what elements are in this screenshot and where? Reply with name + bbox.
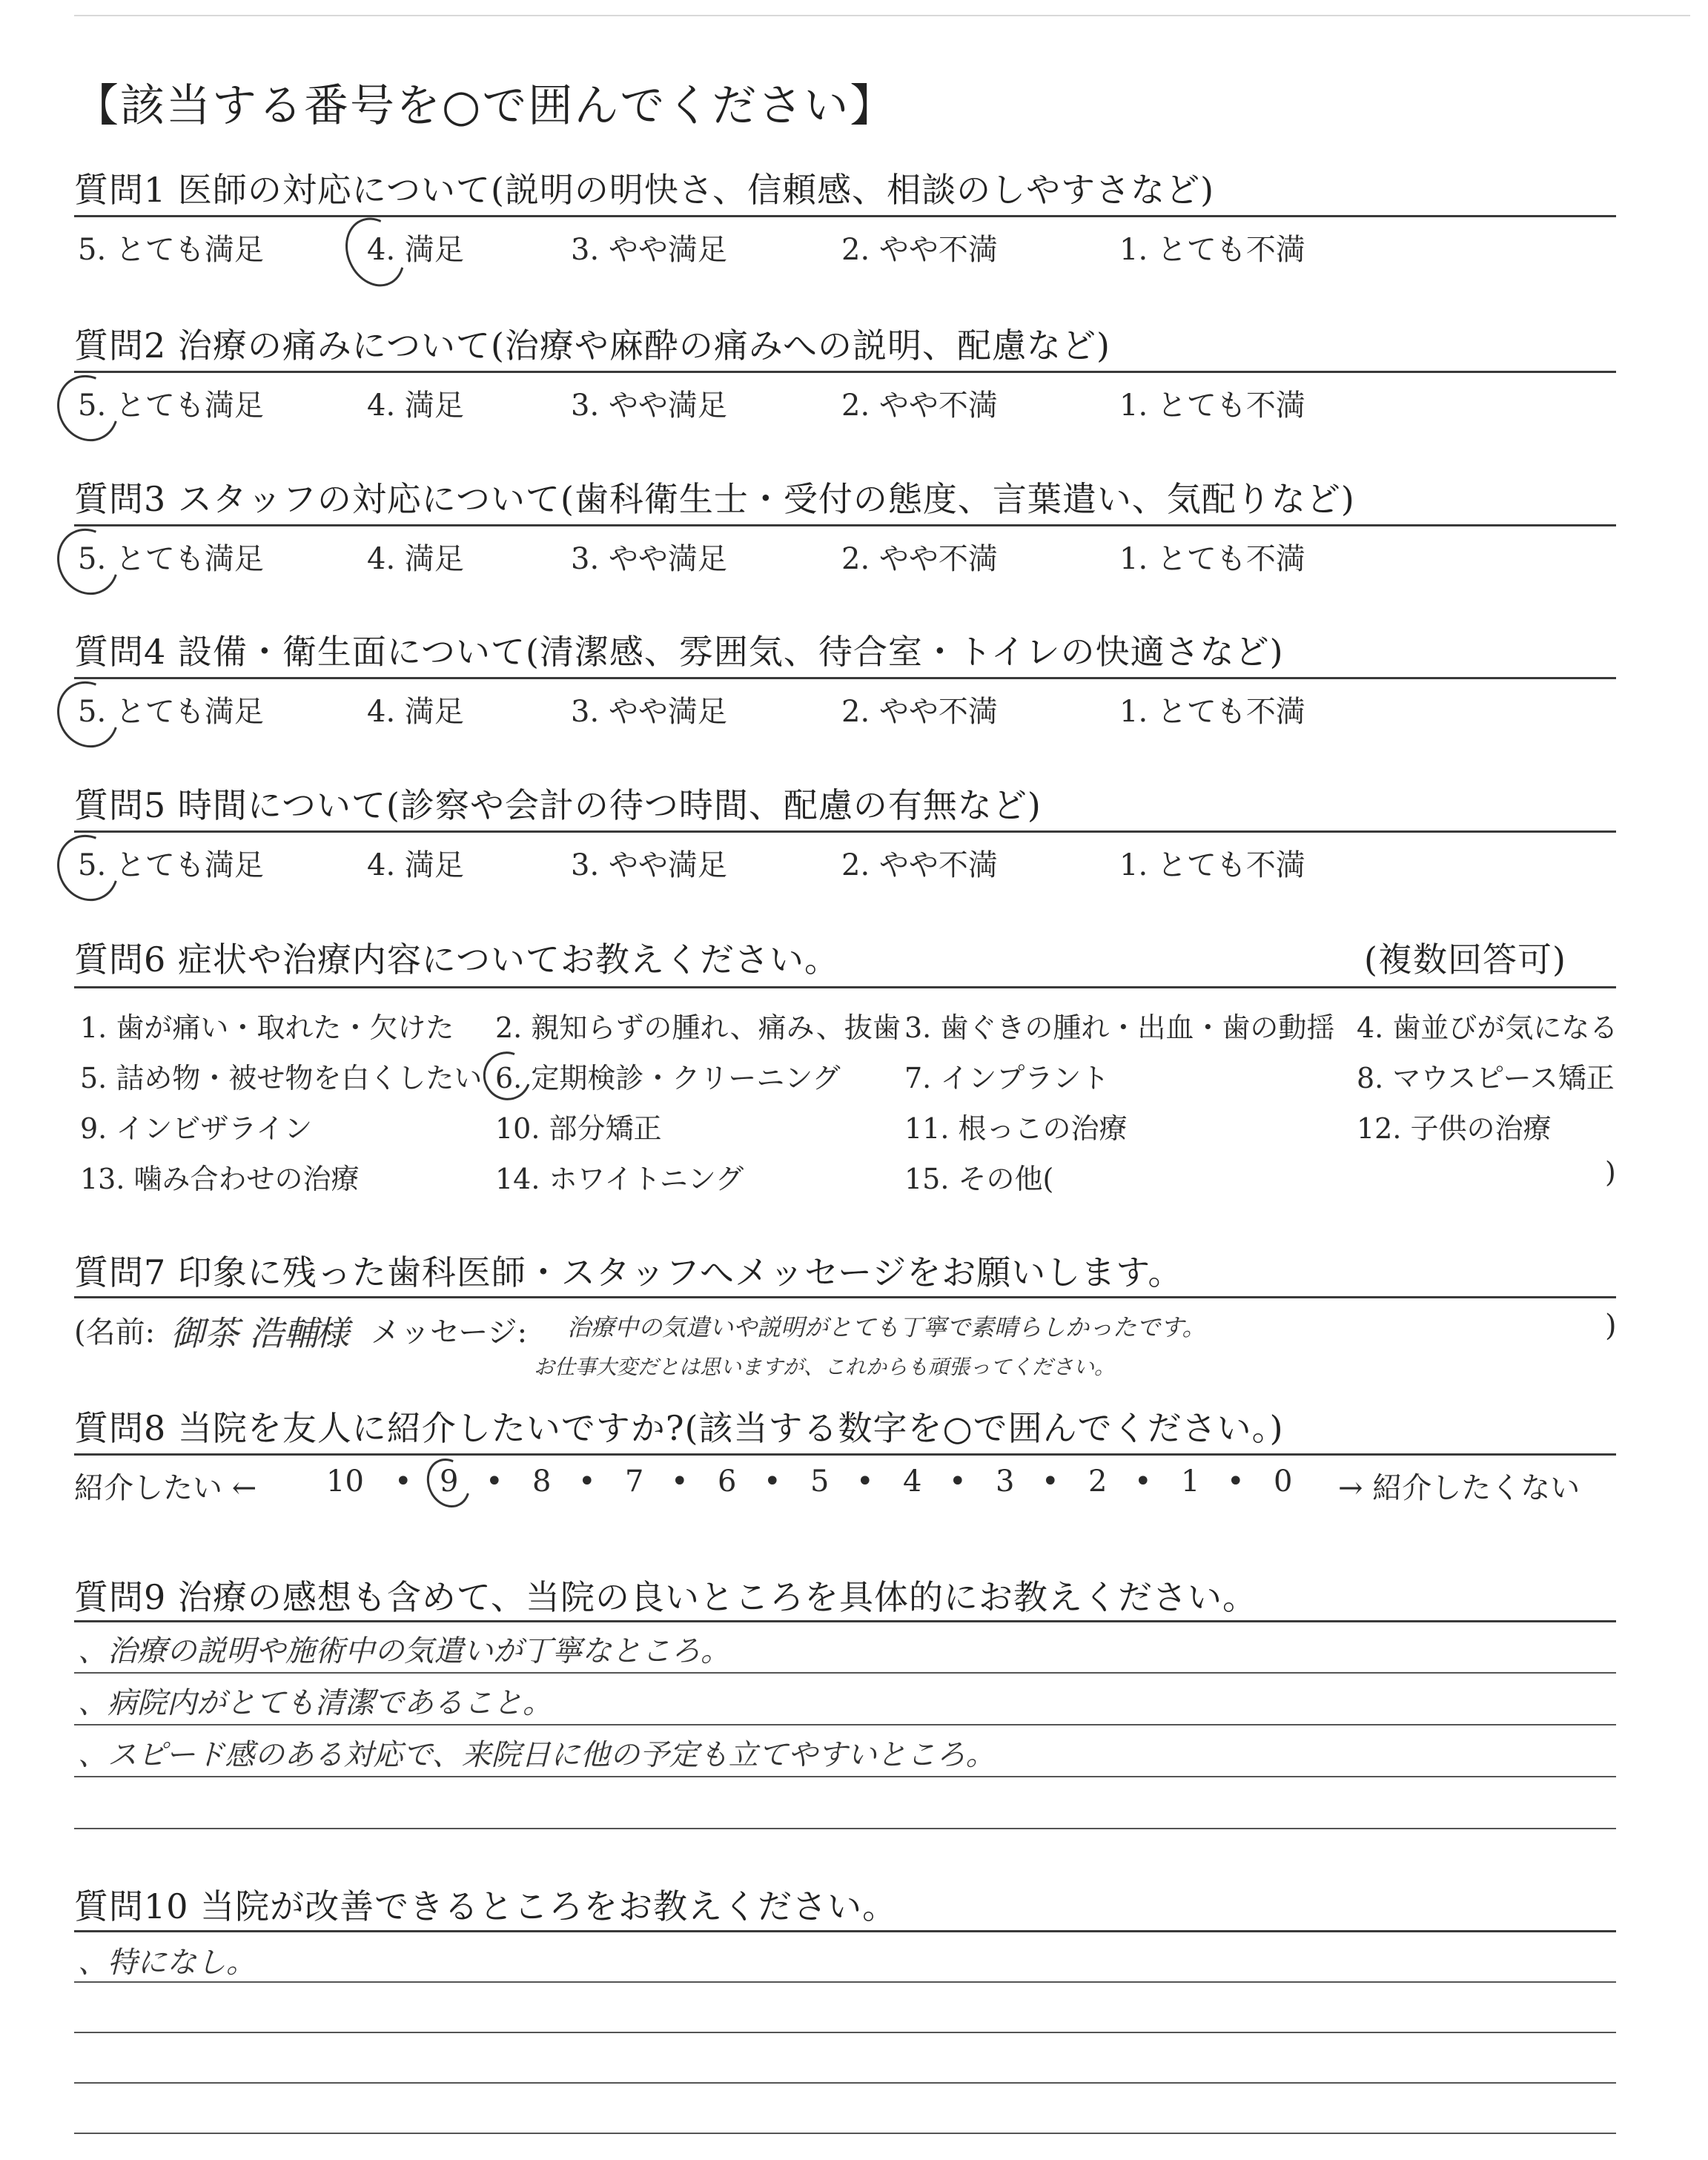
q7-message-line-2[interactable]: お仕事大変だとは思いますが、これからも頑張ってください。 bbox=[534, 1355, 1116, 1379]
q2-option-1[interactable]: 1. とても不満 bbox=[1119, 389, 1305, 423]
q5-option-2[interactable]: 2. やや不満 bbox=[841, 848, 998, 882]
q6-option-7[interactable]: 7. インプラント bbox=[904, 1062, 1110, 1094]
q6-option-15[interactable]: 15. その他( bbox=[904, 1163, 1054, 1195]
q4-option-5[interactable]: 5. とても満足 bbox=[78, 695, 264, 729]
q3-option-3[interactable]: 3. やや満足 bbox=[571, 542, 727, 576]
q8-dot: • bbox=[949, 1464, 967, 1499]
q1-option-3[interactable]: 3. やや満足 bbox=[571, 233, 727, 267]
question-1-rule bbox=[74, 215, 1616, 217]
question-8-label: 質問8 当院を友人に紹介したいですか?(該当する数字を○で囲んでください。) bbox=[74, 1408, 1284, 1448]
q10-answer-1[interactable]: 、特になし。 bbox=[78, 1946, 256, 1980]
q2-option-4[interactable]: 4. 満足 bbox=[367, 389, 464, 423]
q8-score-3[interactable]: 3 bbox=[996, 1464, 1015, 1499]
question-3-rule bbox=[74, 524, 1616, 526]
q5-option-3[interactable]: 3. やや満足 bbox=[571, 848, 727, 882]
q6-option-14[interactable]: 14. ホワイトニング bbox=[495, 1163, 744, 1195]
q8-dot: • bbox=[1227, 1464, 1245, 1499]
q8-score-0[interactable]: 0 bbox=[1274, 1464, 1293, 1499]
q1-selection-circle bbox=[334, 208, 415, 296]
q7-name-value[interactable]: 御茶 浩輔 bbox=[171, 1313, 318, 1353]
q7-message-line-1[interactable]: 治療中の気遣いや説明がとても丁寧で素晴らしかったです。 bbox=[567, 1313, 1206, 1341]
question-2-rule bbox=[74, 371, 1616, 373]
question-5-rule bbox=[74, 830, 1616, 833]
q4-option-4[interactable]: 4. 満足 bbox=[367, 695, 464, 729]
question-10-label: 質問10 当院が改善できるところをお教えください。 bbox=[74, 1886, 898, 1926]
q1-option-4[interactable]: 4. 満足 bbox=[367, 233, 464, 267]
q10-answer-line bbox=[74, 2082, 1616, 2084]
q1-option-5[interactable]: 5. とても満足 bbox=[78, 233, 264, 267]
question-3-label: 質問3 スタッフの対応について(歯科衛生士・受付の態度、言葉遣い、気配りなど) bbox=[74, 479, 1355, 519]
q8-dot: • bbox=[1134, 1464, 1152, 1499]
question-6-note: (複数回答可) bbox=[1364, 939, 1566, 980]
q9-answer-line bbox=[74, 1828, 1616, 1829]
q8-score-8[interactable]: 8 bbox=[532, 1464, 552, 1499]
q1-option-1[interactable]: 1. とても不満 bbox=[1119, 233, 1305, 267]
q8-score-6[interactable]: 6 bbox=[718, 1464, 737, 1499]
form-title: 【該当する番号を○で囲んでください】 bbox=[74, 80, 896, 132]
q5-selection-circle bbox=[47, 825, 130, 911]
q2-option-5[interactable]: 5. とても満足 bbox=[78, 389, 264, 423]
question-7-label: 質問7 印象に残った歯科医師・スタッフへメッセージをお願いします。 bbox=[74, 1252, 1183, 1292]
q4-option-2[interactable]: 2. やや不満 bbox=[841, 695, 998, 729]
q6-selection-circle bbox=[475, 1044, 539, 1109]
q3-option-5[interactable]: 5. とても満足 bbox=[78, 542, 264, 576]
q2-selection-circle bbox=[47, 365, 130, 452]
q3-option-4[interactable]: 4. 満足 bbox=[367, 542, 464, 576]
q8-score-4[interactable]: 4 bbox=[903, 1464, 922, 1499]
q8-left-label: 紹介したい ← bbox=[74, 1471, 257, 1505]
q5-option-1[interactable]: 1. とても不満 bbox=[1119, 848, 1305, 882]
question-6-rule bbox=[74, 986, 1616, 988]
q10-answer-line bbox=[74, 1981, 1616, 1983]
q7-honorific: 様 bbox=[315, 1313, 349, 1353]
q5-option-4[interactable]: 4. 満足 bbox=[367, 848, 464, 882]
q4-option-1[interactable]: 1. とても不満 bbox=[1119, 695, 1305, 729]
question-4-rule bbox=[74, 677, 1616, 679]
q8-score-7[interactable]: 7 bbox=[625, 1464, 644, 1499]
q10-answer-line bbox=[74, 2032, 1616, 2033]
q6-option-10[interactable]: 10. 部分矯正 bbox=[495, 1112, 662, 1145]
q2-option-2[interactable]: 2. やや不満 bbox=[841, 389, 998, 423]
q8-score-5[interactable]: 5 bbox=[810, 1464, 830, 1499]
q4-option-3[interactable]: 3. やや満足 bbox=[571, 695, 727, 729]
question-10-rule bbox=[74, 1930, 1616, 1932]
q6-option-13[interactable]: 13. 噛み合わせの治療 bbox=[80, 1163, 360, 1195]
question-6-label: 質問6 症状や治療内容についてお教えください。 bbox=[74, 939, 839, 980]
q8-score-10[interactable]: 10 bbox=[326, 1464, 364, 1499]
q6-option-11[interactable]: 11. 根っこの治療 bbox=[904, 1112, 1128, 1145]
q6-option-8[interactable]: 8. マウスピース矯正 bbox=[1357, 1062, 1615, 1094]
q8-score-1[interactable]: 1 bbox=[1181, 1464, 1200, 1499]
q6-option-5[interactable]: 5. 詰め物・被せ物を白くしたい bbox=[80, 1062, 483, 1094]
q9-answer-line bbox=[74, 1776, 1616, 1777]
question-2-label: 質問2 治療の痛みについて(治療や麻酔の痛みへの説明、配慮など) bbox=[74, 326, 1110, 366]
question-4-label: 質問4 設備・衛生面について(清潔感、雰囲気、待合室・トイレの快適さなど) bbox=[74, 632, 1284, 672]
question-1-label: 質問1 医師の対応について(説明の明快さ、信頼感、相談のしやすさなど) bbox=[74, 170, 1215, 210]
q8-dot: • bbox=[671, 1464, 689, 1499]
q9-answer-1[interactable]: 、治療の説明や施術中の気遣いが丁寧なところ。 bbox=[78, 1634, 730, 1668]
q2-option-3[interactable]: 3. やや満足 bbox=[571, 389, 727, 423]
q3-option-2[interactable]: 2. やや不満 bbox=[841, 542, 998, 576]
q8-dot: • bbox=[764, 1464, 781, 1499]
q6-option-9[interactable]: 9. インビザライン bbox=[80, 1112, 313, 1145]
question-9-label: 質問9 治療の感想も含めて、当院の良いところを具体的にお教えください。 bbox=[74, 1577, 1257, 1617]
q7-name-label: (名前: bbox=[74, 1315, 156, 1350]
q6-option-1[interactable]: 1. 歯が痛い・取れた・欠けた bbox=[80, 1011, 454, 1044]
q5-option-5[interactable]: 5. とても満足 bbox=[78, 848, 264, 882]
top-rule bbox=[74, 15, 1690, 16]
q7-message-label: メッセージ: bbox=[371, 1315, 528, 1350]
q9-answer-line bbox=[74, 1672, 1616, 1674]
q4-selection-circle bbox=[47, 671, 130, 758]
q8-score-9[interactable]: 9 bbox=[440, 1464, 459, 1499]
q8-dot: • bbox=[578, 1464, 596, 1499]
question-7-rule bbox=[74, 1296, 1616, 1298]
question-9-rule bbox=[74, 1620, 1616, 1622]
q3-selection-circle bbox=[47, 518, 130, 605]
q10-answer-line bbox=[74, 2133, 1616, 2134]
q6-option-3[interactable]: 3. 歯ぐきの腫れ・出血・歯の動揺 bbox=[904, 1011, 1335, 1044]
q6-option-2[interactable]: 2. 親知らずの腫れ、痛み、抜歯 bbox=[495, 1011, 901, 1044]
q8-dot: • bbox=[394, 1464, 412, 1499]
q9-answer-2[interactable]: 、病院内がとても清潔であること。 bbox=[78, 1686, 552, 1720]
q8-dot: • bbox=[856, 1464, 874, 1499]
q6-option-12[interactable]: 12. 子供の治療 bbox=[1357, 1112, 1552, 1145]
q9-answer-line bbox=[74, 1724, 1616, 1725]
q8-dot: • bbox=[1042, 1464, 1059, 1499]
q3-option-1[interactable]: 1. とても不満 bbox=[1119, 542, 1305, 576]
q8-right-label: → 紹介したくない bbox=[1338, 1471, 1580, 1505]
q6-option-4[interactable]: 4. 歯並びが気になる bbox=[1357, 1011, 1618, 1044]
q8-score-2[interactable]: 2 bbox=[1088, 1464, 1108, 1499]
q8-dot: • bbox=[486, 1464, 503, 1499]
q9-answer-3[interactable]: 、スピード感のある対応で、来院日に他の予定も立てやすいところ。 bbox=[78, 1738, 996, 1772]
question-5-label: 質問5 時間について(診察や会計の待つ時間、配慮の有無など) bbox=[74, 785, 1042, 825]
q6-other-close-paren: ) bbox=[1605, 1156, 1616, 1189]
question-8-rule bbox=[74, 1453, 1616, 1456]
q6-option-6[interactable]: 6. 定期検診・クリーニング bbox=[495, 1062, 841, 1094]
q1-option-2[interactable]: 2. やや不満 bbox=[841, 233, 998, 267]
q8-selection-circle bbox=[419, 1451, 477, 1514]
q7-close-paren: ) bbox=[1605, 1309, 1617, 1343]
